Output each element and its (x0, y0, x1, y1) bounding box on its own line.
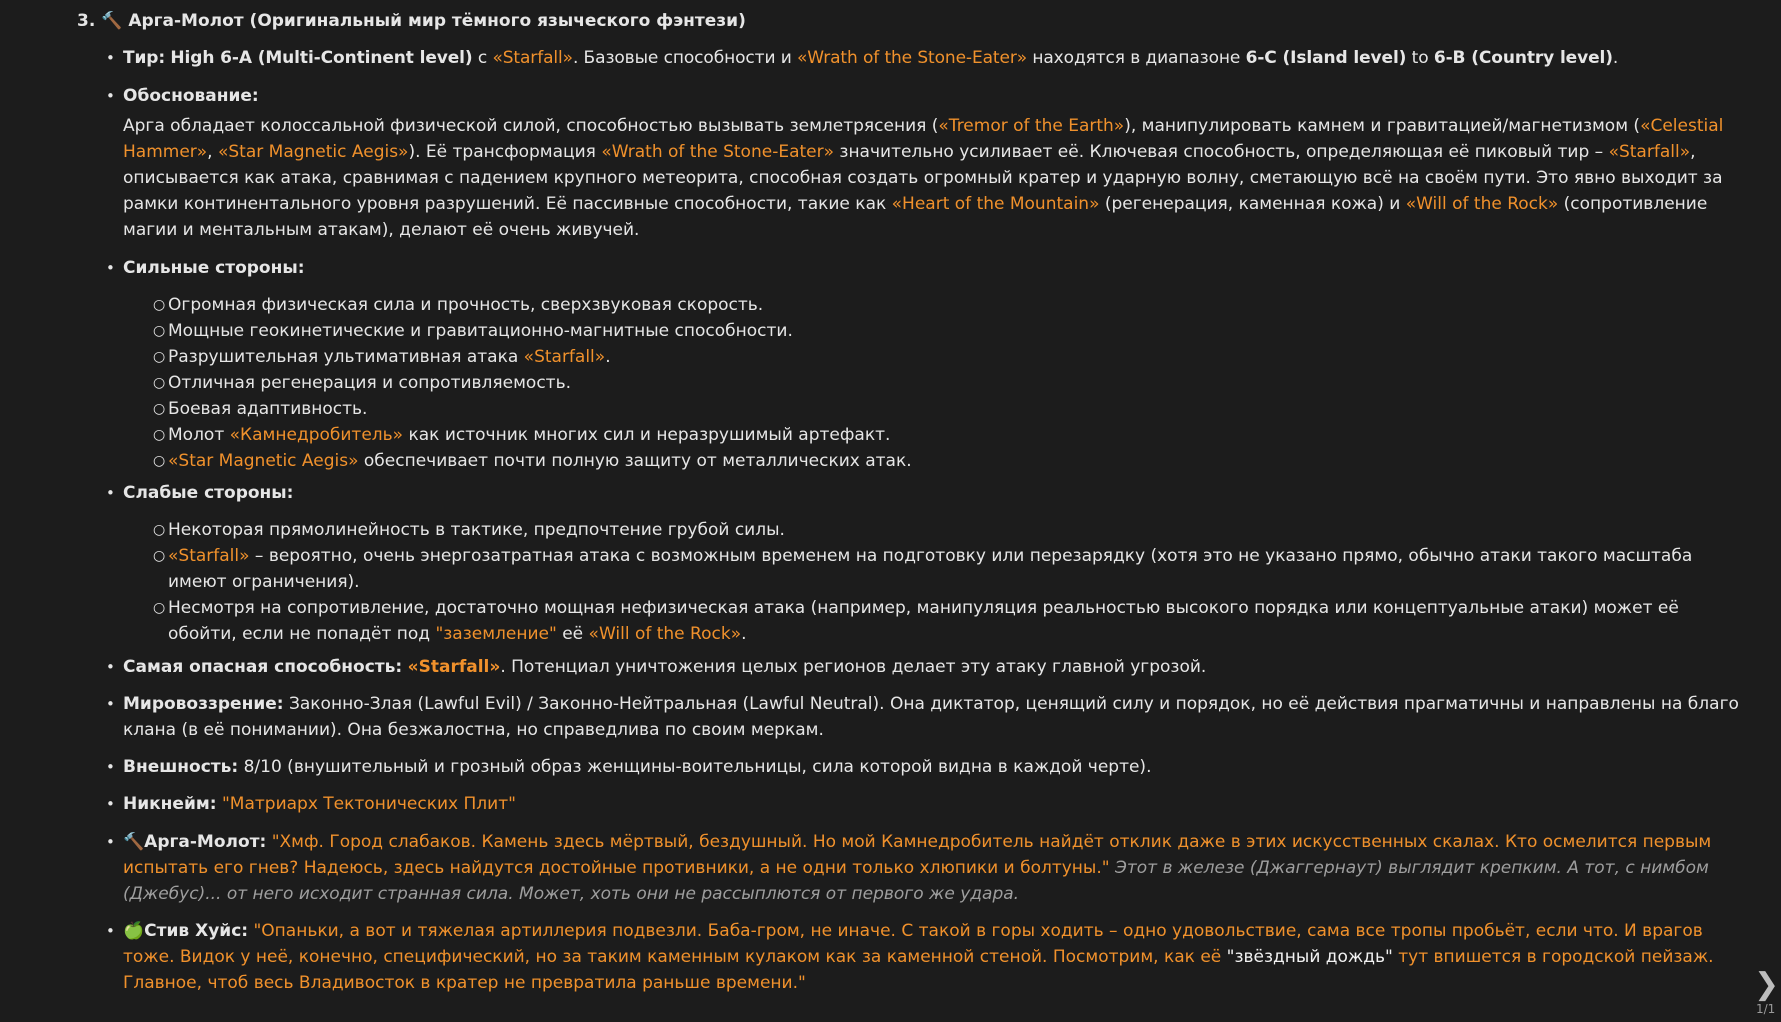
bullet: • (106, 87, 115, 105)
ability-link: «Tremor of the Earth» (938, 116, 1125, 136)
text: , (207, 142, 218, 162)
speaker-name: Стив Хуйс: (144, 921, 249, 941)
tier-item (123, 45, 1745, 71)
list-item (168, 448, 1743, 474)
ability-link: «Starfall» (523, 347, 606, 367)
quoted-term: "заземление" (435, 624, 557, 644)
list-item (168, 370, 1743, 396)
list-item (168, 422, 1743, 448)
bullet: • (106, 922, 115, 940)
quoted-term: "звёздный дождь" (1226, 947, 1393, 967)
label: Никнейм: (123, 794, 217, 814)
bullet: • (106, 259, 115, 277)
sub-bullet: ○ (153, 349, 166, 365)
ability-link: «Will of the Rock» (1405, 194, 1559, 214)
text: Боевая адаптивность. (168, 399, 368, 419)
green-apple-icon: 🍏 (123, 921, 145, 941)
text: to (1406, 48, 1434, 68)
list-number: 3. (77, 11, 96, 31)
text: обеспечивает почти полную защиту от металлических атак. (358, 451, 912, 471)
text: . (605, 347, 611, 367)
bullet: • (106, 484, 115, 502)
sub-bullet: ○ (153, 375, 166, 391)
text: Несмотря на сопротивление, достаточно мощная нефизическая атака (например, манипуляция реальностью высокого порядка или концептуальные атаки) может её обойти, если не попадёт под (168, 598, 1679, 644)
text: ), манипулировать камнем и гравитацией/магнетизмом ( (1124, 116, 1641, 136)
text: Некоторая прямолинейность в тактике, предпочтение грубой силы. (168, 520, 785, 540)
bullet: • (106, 49, 115, 67)
thought-text: Этот в железе (Джаггернаут) выглядит крепким. А тот, с нимбом (Джебус)... от него исходит странная сила. Может, хоть они не рассыплются от первого же удара. (123, 858, 1709, 904)
label: Обоснование: (123, 86, 259, 106)
text: – вероятно, очень энергозатратная атака с возможным временем на подготовку или перезарядку (хотя это не указано прямо, обычно атаки такого масштаба имеют ограничения). (168, 546, 1693, 592)
tier-range-high: 6-B (Country level) (1433, 48, 1613, 68)
ability-link: «Starfall» (407, 657, 501, 677)
tier-value: High 6-A (Multi-Continent level) (170, 48, 473, 68)
text: ). Её трансформация (408, 142, 602, 162)
label: Мировоззрение: (123, 694, 284, 714)
text: . (1612, 48, 1619, 68)
alignment-item (123, 691, 1745, 743)
ability-link: «Heart of the Mountain» (891, 194, 1100, 214)
speech-text: "Хмф. Город слабаков. Камень здесь мёртвый, бездушный. Но мой Камнедробитель найдёт отклик даже в этих искусственных скалах. Кто осмелится первым испытать его гнев? Надеюсь, здесь найдутся достойные противники, а не одни только хлюпики и болтуны." (123, 832, 1712, 878)
text: Молот (168, 425, 230, 445)
tier-range-low: 6-C (Island level) (1245, 48, 1407, 68)
bullet: • (106, 658, 115, 676)
tier-label: Тир: (123, 48, 166, 68)
quote-steve (123, 918, 1745, 996)
sub-bullet: ○ (153, 323, 166, 339)
text: (регенерация, каменная кожа) и (1099, 194, 1406, 214)
ability-link: «Камнедробитель» (229, 425, 404, 445)
text: как источник многих сил и неразрушимый артефакт. (403, 425, 891, 445)
text: с (472, 48, 493, 68)
heading-title: Арга-Молот (Оригинальный мир тёмного языческого фэнтези) (128, 11, 746, 31)
label: Слабые стороны: (123, 483, 294, 503)
bullet: • (106, 833, 115, 851)
ability-link: «Will of the Rock» (588, 624, 742, 644)
list-item (168, 595, 1743, 647)
label: Самая опасная способность: (123, 657, 403, 677)
strengths-label (123, 255, 1745, 281)
list-item (168, 517, 1743, 543)
bullet: • (106, 695, 115, 713)
hammer-icon: 🔨 (101, 11, 123, 31)
ability-link: «Star Magnetic Aegis» (217, 142, 409, 162)
sub-bullet: ○ (153, 522, 166, 538)
speaker-name: Арга-Молот: (144, 832, 267, 852)
list-item (168, 543, 1743, 595)
page-indicator: 1/1 (1756, 1002, 1776, 1016)
ability-link: «Celestial Hammer» (123, 116, 1724, 162)
ability-link: «Starfall» (1608, 142, 1691, 162)
text: Огромная физическая сила и прочность, сверхзвуковая скорость. (168, 295, 764, 315)
text: Отличная регенерация и сопротивляемость. (168, 373, 572, 393)
text: 8/10 (внушительный и грозный образ женщины-воительницы, сила которой видна в каждой черте). (238, 757, 1152, 777)
sub-bullet: ○ (153, 401, 166, 417)
text: Мощные геокинетические и гравитационно-магнитные способности. (168, 321, 793, 341)
text: Разрушительная ультимативная атака (168, 347, 524, 367)
speech-text: "Опаньки, а вот и тяжелая артиллерия подвезли. Баба-гром, не иначе. С такой в горы ходить – одно удовольствие, сама все тропы пробьёт, если что. И врагов тоже. Видок у неё, конечно, специфический, но за таким каменным кулаком как за каменной стеной. Посмотрим, как её (123, 921, 1703, 967)
text: находятся в диапазоне (1027, 48, 1246, 68)
text: Законно-Злая (Lawful Evil) / Законно-Нейтральная (Lawful Neutral). Она диктатор, ценящий силу и порядок, но её действия прагматичны и направлены на благо клана (в её понимании). Она безжалостна, но справедлива по своим меркам. (123, 694, 1739, 740)
list-item (168, 292, 1743, 318)
bullet: • (106, 758, 115, 776)
list-item (168, 396, 1743, 422)
text: (сопротивление магии и ментальным атакам), делают её очень живучей. (123, 194, 1708, 240)
text: . Потенциал уничтожения целых регионов делает эту атаку главной угрозой. (500, 657, 1207, 677)
ability-link: «Starfall» (492, 48, 573, 68)
justification-paragraph (123, 113, 1745, 243)
justification-label (123, 83, 1745, 109)
section-heading (77, 8, 746, 34)
speech-text: тут впишется в городской пейзаж. Главное, чтоб весь Владивосток в кратер не превратила раньше времени." (123, 947, 1714, 993)
quote-arga (123, 829, 1745, 907)
bullet: • (106, 795, 115, 813)
nickname-value: "Матриарх Тектонических Плит" (221, 794, 516, 814)
sub-bullet: ○ (153, 427, 166, 443)
next-page-button[interactable]: ❯ (1754, 967, 1780, 1002)
text: значительно усиливает её. Ключевая способность, определяющая её пиковый тир – (834, 142, 1609, 162)
nickname-item (123, 791, 1745, 817)
label: Внешность: (123, 757, 239, 777)
text: её (556, 624, 589, 644)
dangerous-item (123, 654, 1745, 680)
ability-link: «Wrath of the Stone-Eater» (796, 48, 1028, 68)
sub-bullet: ○ (153, 548, 166, 564)
text: . (741, 624, 747, 644)
weaknesses-label (123, 480, 1745, 506)
sub-bullet: ○ (153, 297, 166, 313)
ability-link: «Starfall» (168, 546, 250, 566)
text: . Базовые способности и (572, 48, 797, 68)
ability-link: «Wrath of the Stone-Eater» (601, 142, 834, 162)
text: Арга обладает колоссальной физической силой, способностью вызывать землетрясения ( (123, 116, 939, 136)
sub-bullet: ○ (153, 600, 166, 616)
list-item (168, 318, 1743, 344)
list-item (168, 344, 1743, 370)
sub-bullet: ○ (153, 453, 166, 469)
hammer-icon: 🔨 (123, 832, 145, 852)
text: , описывается как атака, сравнимая с падением крупного метеорита, способная создать огромный кратер и ударную волну, сметающую всё на своём пути. Это явно выходит за рамки континентального уровня разрушений. Её пассивные способности, такие как (123, 142, 1723, 214)
label: Сильные стороны: (123, 258, 305, 278)
appearance-item (123, 754, 1745, 780)
ability-link: «Star Magnetic Aegis» (168, 451, 359, 471)
